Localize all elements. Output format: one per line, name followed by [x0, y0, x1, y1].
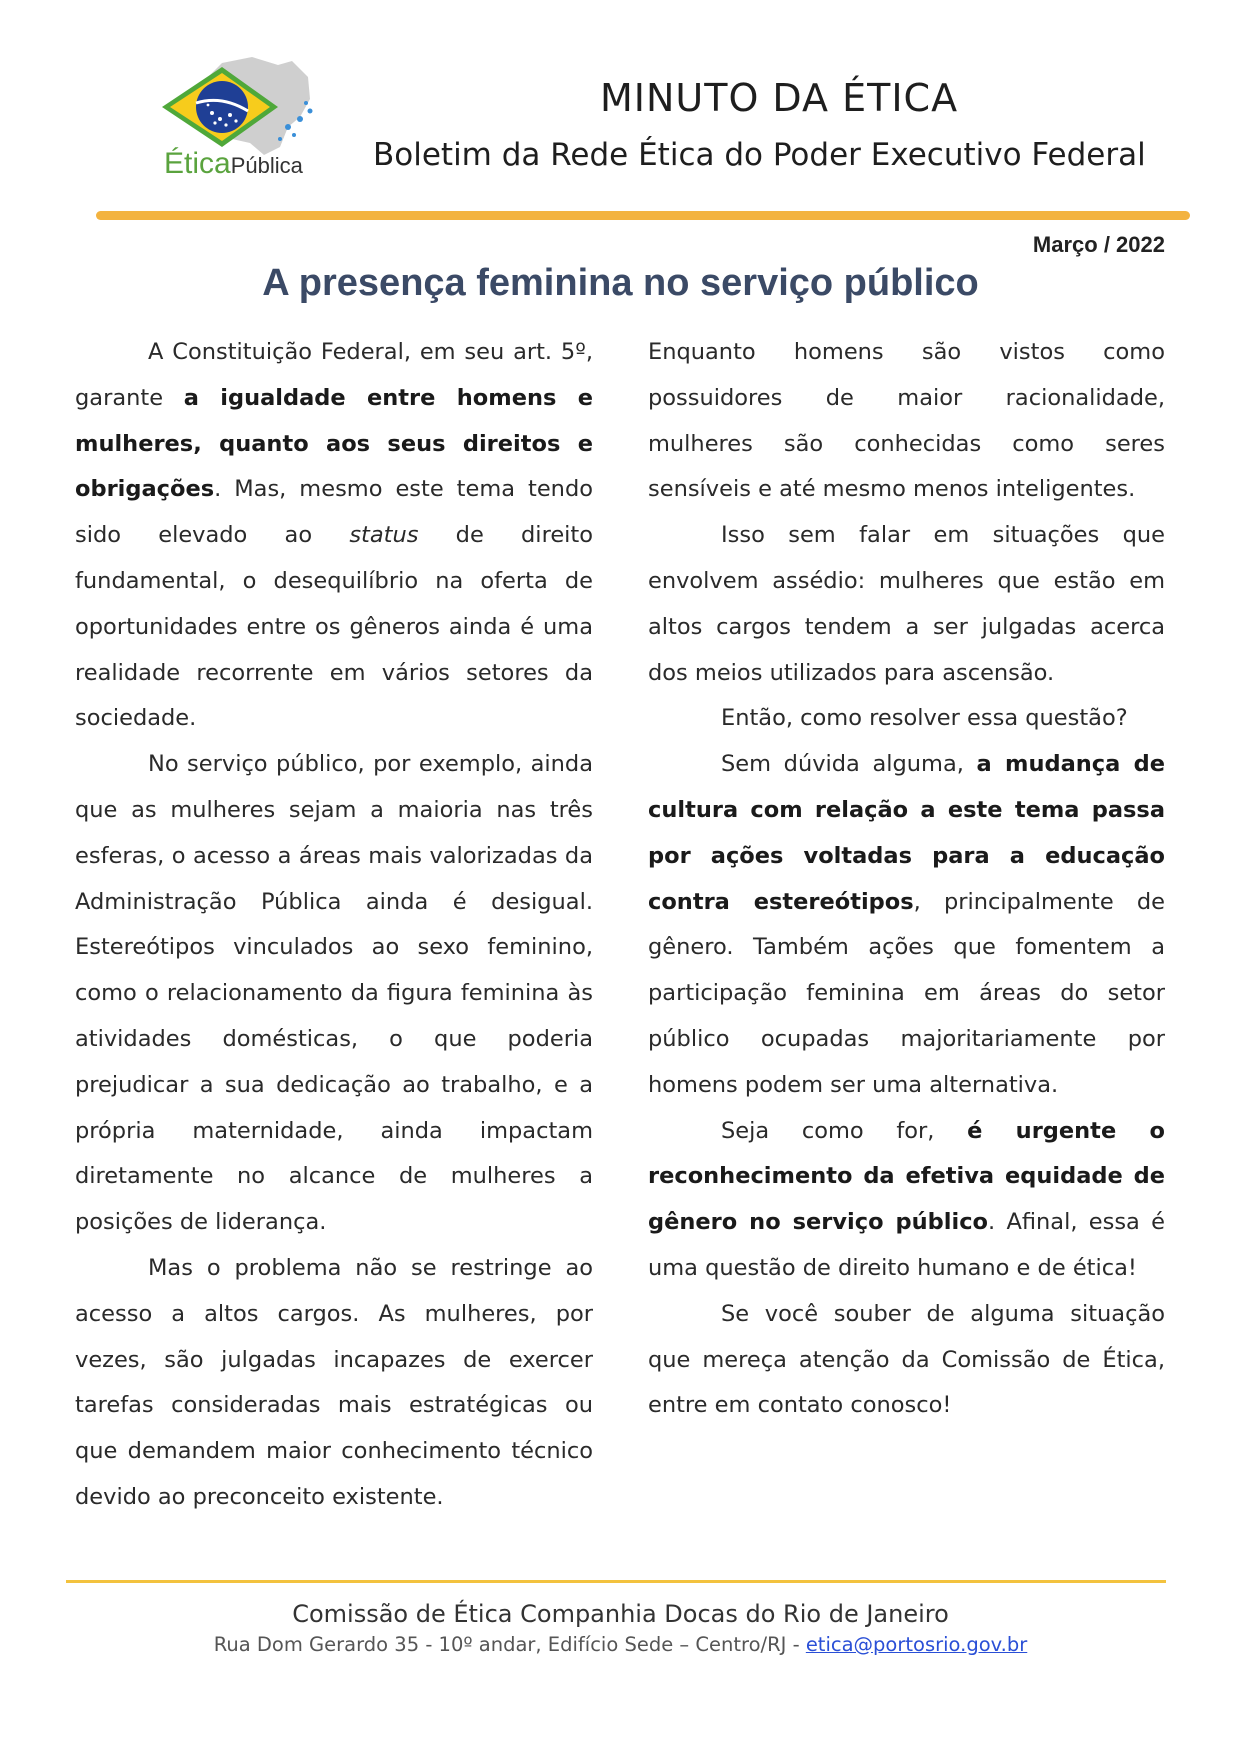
- logo-etica-text: Ética: [164, 147, 231, 180]
- etica-publica-logo: [160, 55, 360, 195]
- paragraph: A Constituição Federal, em seu art. 5º, garante a igualdade entre homens e mulheres, quanto aos seus direitos e obrigações. Mas, mesmo este tema tendo sido elevado ao status de direito fundamental, o desequilíbrio na oferta de oportunidades entre os gêneros ainda é uma realidade recorrente em vários setores da sociedade.: [75, 339, 594, 732]
- email-link[interactable]: etica@portosrio.gov.br: [805, 1633, 1028, 1656]
- article-column-left: [75, 330, 593, 1521]
- paragraph: No serviço público, por exemplo, ainda que as mulheres sejam a maioria nas três esferas, o acesso a áreas mais valorizadas da Administração Pública ainda é desigual. Estereótipos vinculados ao sexo feminino, como o relacionamento da figura feminina às atividades domésticas, o que poderia prejudicar a sua dedicação ao trabalho, e a própria maternidade, ainda impactam diretamente no alcance de mulheres a posições de liderança.: [75, 751, 593, 1236]
- paragraph: Se você souber de alguma situação que mereça atenção da Comissão de Ética, entre em contato conosco!: [648, 1300, 1165, 1419]
- paragraph: Então, como resolver essa questão?: [721, 705, 1128, 732]
- paragraph: Seja como for, é urgente o reconhecimento da efetiva equidade de gênero no serviço público. Afinal, essa é uma questão de direito humano e de ética!: [648, 1117, 1166, 1281]
- paragraph: Enquanto homens são vistos como possuidores de maior racionalidade, mulheres são conhecidas como seres sensíveis e até mesmo menos inteligentes.: [648, 339, 1165, 503]
- bulletin-title: MINUTO DA ÉTICA: [600, 76, 959, 120]
- header-divider: [96, 211, 1190, 220]
- emphasis: a mudança de cultura com relação a este tema passa por ações voltadas para a educação contra estereótipos: [648, 751, 1165, 915]
- emphasis: é urgente o reconhecimento da efetiva equidade de gênero no serviço público: [648, 1117, 1166, 1236]
- paragraph: Isso sem falar em situações que envolvem assédio: mulheres que estão em altos cargos tendem a ser julgadas acerca dos meios utilizados para ascensão.: [648, 522, 1165, 686]
- footer-divider: [66, 1580, 1166, 1583]
- issue-date: Março / 2022: [1032, 232, 1165, 257]
- article-title: A presença feminina no serviço público: [262, 262, 979, 304]
- emphasis: a igualdade entre homens e mulheres, quanto aos seus direitos e obrigações: [75, 384, 593, 503]
- footer-address: [0, 1633, 1241, 1656]
- paragraph: Mas o problema não se restringe ao acesso a altos cargos. As mulheres, por vezes, são julgadas incapazes de exercer tarefas consideradas mais estratégicas ou que demandem maior conhecimento técnico devido ao preconceito existente.: [75, 1254, 593, 1510]
- logo-publica-text: Pública: [230, 153, 303, 178]
- article-column-right: [648, 330, 1165, 1429]
- bulletin-subtitle: Boletim da Rede Ética do Poder Executivo Federal: [373, 137, 1146, 173]
- paragraph: Sem dúvida alguma, a mudança de cultura com relação a este tema passa por ações voltadas para a educação contra estereótipos, principalmente de gênero. Também ações que fomentem a participação feminina em áreas do setor público ocupadas majoritariamente por homens podem ser uma alternativa.: [648, 751, 1165, 1098]
- emphasis-italic: status: [349, 522, 419, 549]
- footer-address-text: Rua Dom Gerardo 35 - 10º andar, Edifício Sede – Centro/RJ -: [213, 1633, 806, 1656]
- logo-wordmark: [164, 147, 303, 181]
- footer-organization: Comissão de Ética Companhia Docas do Rio de Janeiro: [292, 1600, 949, 1628]
